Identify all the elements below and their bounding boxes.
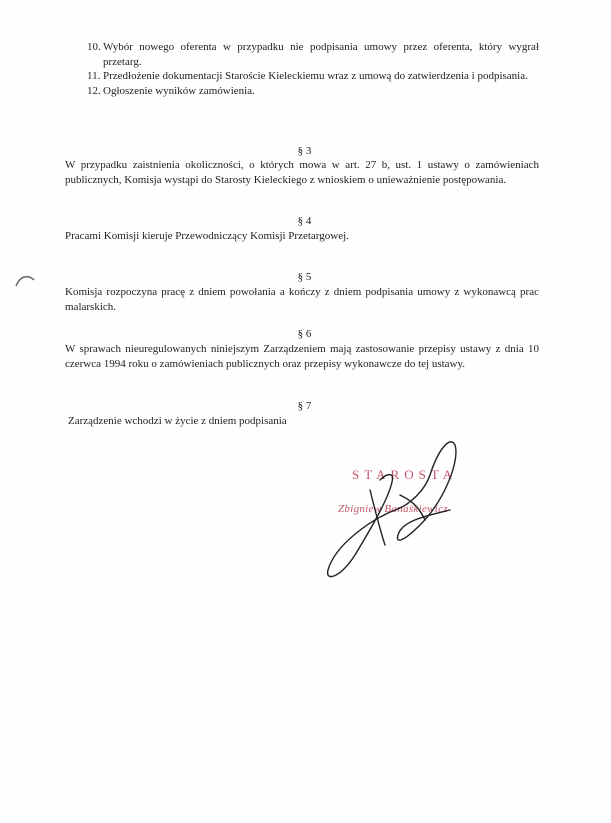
section-7-text: Zarządzenie wchodzi w życie z dniem podpisania: [68, 415, 287, 427]
list-item-number: 11.: [87, 70, 101, 82]
list-item: [87, 69, 539, 84]
stamp-title: STAROSTA: [352, 467, 458, 482]
list-item-number: 12.: [87, 84, 101, 97]
list-item: [87, 40, 539, 69]
section-3-heading: § 3: [297, 145, 312, 157]
stamp-name: Zbigniew Banaśkiewicz: [338, 503, 448, 515]
scan-artifact-mark: [14, 270, 38, 290]
task-list: [87, 40, 539, 98]
list-item: [87, 84, 539, 99]
section-5-heading: § 5: [297, 271, 312, 283]
section-4-heading: § 4: [297, 215, 312, 227]
list-item-text: Przedłożenie dokumentacji Staroście Kieleckiemu wraz z umową do zatwierdzenia i podpisania.: [103, 70, 528, 82]
handwritten-signature: [300, 420, 480, 590]
list-item-number: 10.: [87, 41, 101, 53]
section-6-text: W sprawach nieuregulowanych niniejszym Zarządzeniem mają zastosowanie przepisy ustawy z dnia 10 czerwca 1994 roku o zamówieniach publicznych oraz przepisy wykonawcze do tej ustawy.: [65, 343, 539, 370]
section-4-text: Pracami Komisji kieruje Przewodniczący Komisji Przetargowej.: [65, 230, 349, 242]
section-5-text: Komisja rozpoczyna pracę z dniem powołania a kończy z dniem podpisania umowy z wykonawcą prac malarskich.: [65, 286, 539, 313]
section-7-heading: § 7: [297, 400, 312, 412]
list-item-text: Ogłoszenie wyników zamówienia.: [103, 84, 255, 97]
section-6-heading: § 6: [297, 328, 312, 340]
section-3-text: W przypadku zaistnienia okoliczności, o których mowa w art. 27 b, ust. 1 ustawy o zamówieniach publicznych, Komisja wystąpi do Starosty Kieleckiego z wnioskiem o unieważnienie postępowania.: [65, 159, 539, 186]
list-item-text: Wybór nowego oferenta w przypadku nie podpisania umowy przez oferenta, który wygrał przetarg.: [103, 41, 539, 68]
